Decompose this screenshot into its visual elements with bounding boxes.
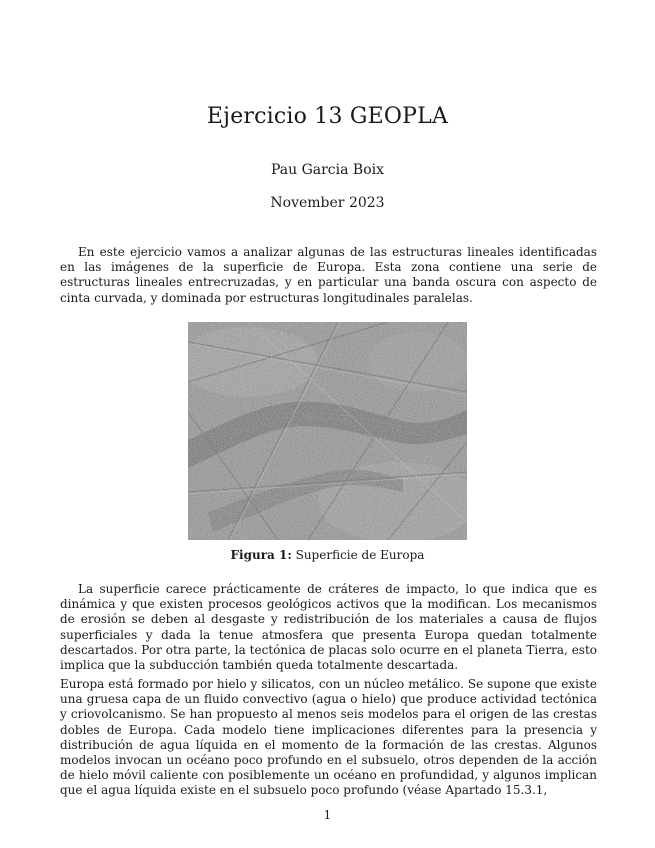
document-date: November 2023 (270, 195, 385, 211)
paragraph-surface: La superficie carece prácticamente de cráteres de impacto, lo que indica que es dinámica y que existen procesos geológicos activos que la modifican. Los mecanismos de erosión se deben al desgaste y redistribución de los materiales a causa de flujos superficiales y dada la tenue atmosfera que presenta Europa quedan totalmente descartados. Por otra parte, la tectónica de placas solo ocurre en el planeta Tierra, esto implica que la subducción también queda totalmente descartada. (60, 582, 597, 673)
paragraph-intro: En este ejercicio vamos a analizar algunas de las estructuras lineales identificadas en las imágenes de la superficie de Europa. Esta zona contiene una serie de estructuras lineales entrecruzadas, y en particular una banda oscura con aspecto de cinta curvada, y dominada por estructuras longitudinales paralelas. (60, 245, 597, 305)
figure-caption (0, 548, 655, 562)
figure-caption-text: Superficie de Europa (295, 548, 425, 562)
figure-caption-label: Figura 1: (230, 548, 292, 562)
paragraph-composition: Europa está formado por hielo y silicatos, con un núcleo metálico. Se supone que existe una gruesa capa de un fluido convectivo (agua o hielo) que produce actividad tectónica y criovolcanismo. Se han propuesto al menos seis modelos para el origen de las crestas dobles de Europa. Cada modelo tiene implicaciones diferentes para la presencia y distribución de agua líquida en el momento de la formación de las crestas. Algunos modelos invocan un océano poco profundo en el subsuelo, otros dependen de la acción de hielo móvil caliente con posiblemente un océano en profundidad, y algunos implican que el agua líquida existe en el subsuelo poco profundo (véase Apartado 15.3.1, (60, 677, 597, 798)
page-number: 1 (323, 808, 332, 822)
document-title: Ejercicio 13 GEOPLA (206, 104, 449, 129)
figure-europa-surface-image (188, 322, 467, 540)
document-author: Pau Garcia Boix (270, 162, 385, 178)
